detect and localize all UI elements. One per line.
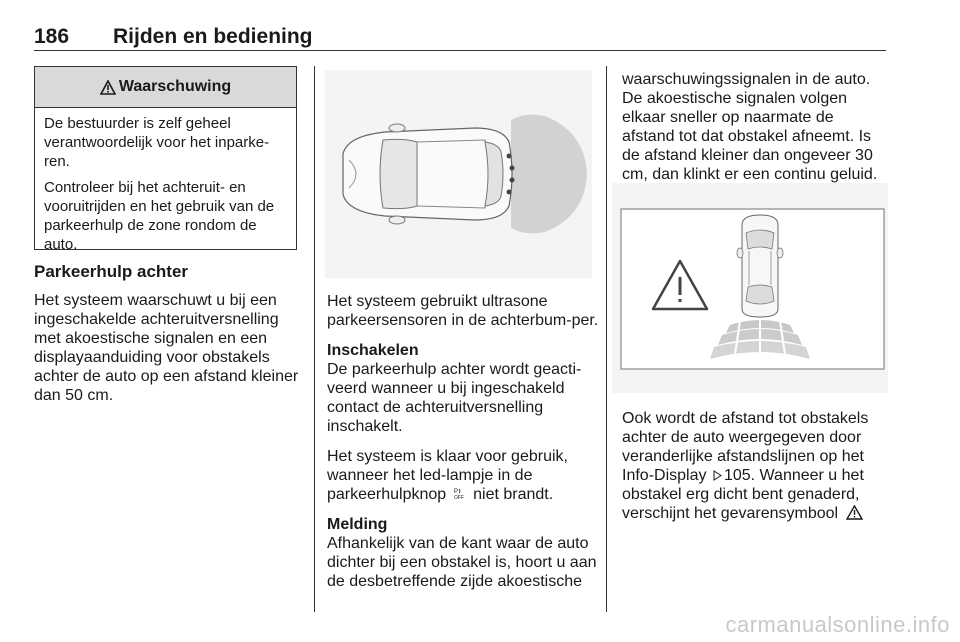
car-top-view-illustration	[325, 70, 592, 278]
warning-heading	[35, 67, 296, 108]
warning-paragraph-2: Controleer bij het achteruit- en vooruitrijden en het gebruik van de parkeerhulp de zone rondom de auto.	[44, 179, 275, 253]
warning-triangle-icon	[100, 80, 116, 95]
column-divider-right	[606, 66, 607, 612]
info-display-illustration	[612, 183, 888, 393]
col1-text: Het systeem waarschuwt u bij een ingeschakelde achteruitversnelling met akoestische signalen en een displayaanduiding voor obstakels achter de auto op een afstand kleiner dan 50 cm.	[34, 292, 299, 404]
display-illustration	[612, 183, 888, 393]
page-number: 186	[34, 25, 70, 48]
inschakelen-text: De parkeerhulp achter wordt geacti-veerd wanneer u bij ingeschakeld contact de achteruitversnelling inschakelt.	[327, 361, 582, 435]
column-divider-left	[314, 66, 315, 612]
warning-triangle-icon	[846, 505, 863, 520]
svg-text:OFF: OFF	[453, 495, 464, 500]
warning-heading-label: Waarschuwing	[118, 78, 232, 95]
col3-top-text: waarschuwingssignalen in de auto. De akoestische signalen volgen elkaar sneller op naarmate de afstand tot dat obstakel afneemt. Is de afstand kleiner dan ongeveer 30 cm, dan klinkt er een continu geluid.	[622, 71, 878, 183]
col1-paragraph	[34, 291, 302, 416]
melding-title: Melding	[327, 516, 388, 533]
ready-text-after: niet brandt.	[473, 486, 554, 503]
watermark: carmanualsonline.info	[725, 612, 950, 637]
col3-bottom-text	[622, 409, 888, 523]
header-rule	[34, 50, 886, 51]
warning-paragraph-1: De bestuurder is zelf geheel verantwoordelijk voor het inparke-ren.	[44, 115, 270, 170]
inschakelen-title: Inschakelen	[327, 342, 419, 359]
page-reference-number: 105	[723, 467, 751, 484]
ready-text	[327, 447, 599, 504]
svg-text:P: P	[453, 489, 458, 495]
col3-bottom-text-1: Ook wordt de afstand tot obstakels achter de auto weergegeven door veranderlijke afstandslijnen op het Info-Display	[622, 410, 869, 484]
col3-bottom-text-block	[622, 409, 888, 534]
col3-top-text-block	[622, 70, 888, 195]
page-reference-icon	[713, 470, 722, 481]
page-title: Rijden en bediening	[113, 25, 313, 48]
ready-text-before: Het systeem is klaar voor gebruik, wanneer het led-lampje in de parkeerhulpknop	[327, 448, 568, 503]
park-assist-button-icon	[454, 487, 466, 500]
car-sensor-illustration	[325, 70, 592, 278]
col2-text-block	[327, 292, 599, 602]
melding-text: Afhankelijk van de kant waar de auto dichter bij een obstakel is, hoort u aan de desbetreffende zijde akoestische	[327, 535, 597, 590]
col3-bottom-text-2: . Wanneer u het obstakel erg dicht bent genaderd, verschijnt het gevarensymbool	[622, 467, 864, 522]
col2-intro: Het systeem gebruikt ultrasone parkeersensoren in de achterbum-per.	[327, 293, 599, 329]
warning-box	[34, 66, 297, 253]
warning-body	[35, 108, 296, 267]
section-title-parkeerhulp: Parkeerhulp achter	[34, 262, 189, 281]
